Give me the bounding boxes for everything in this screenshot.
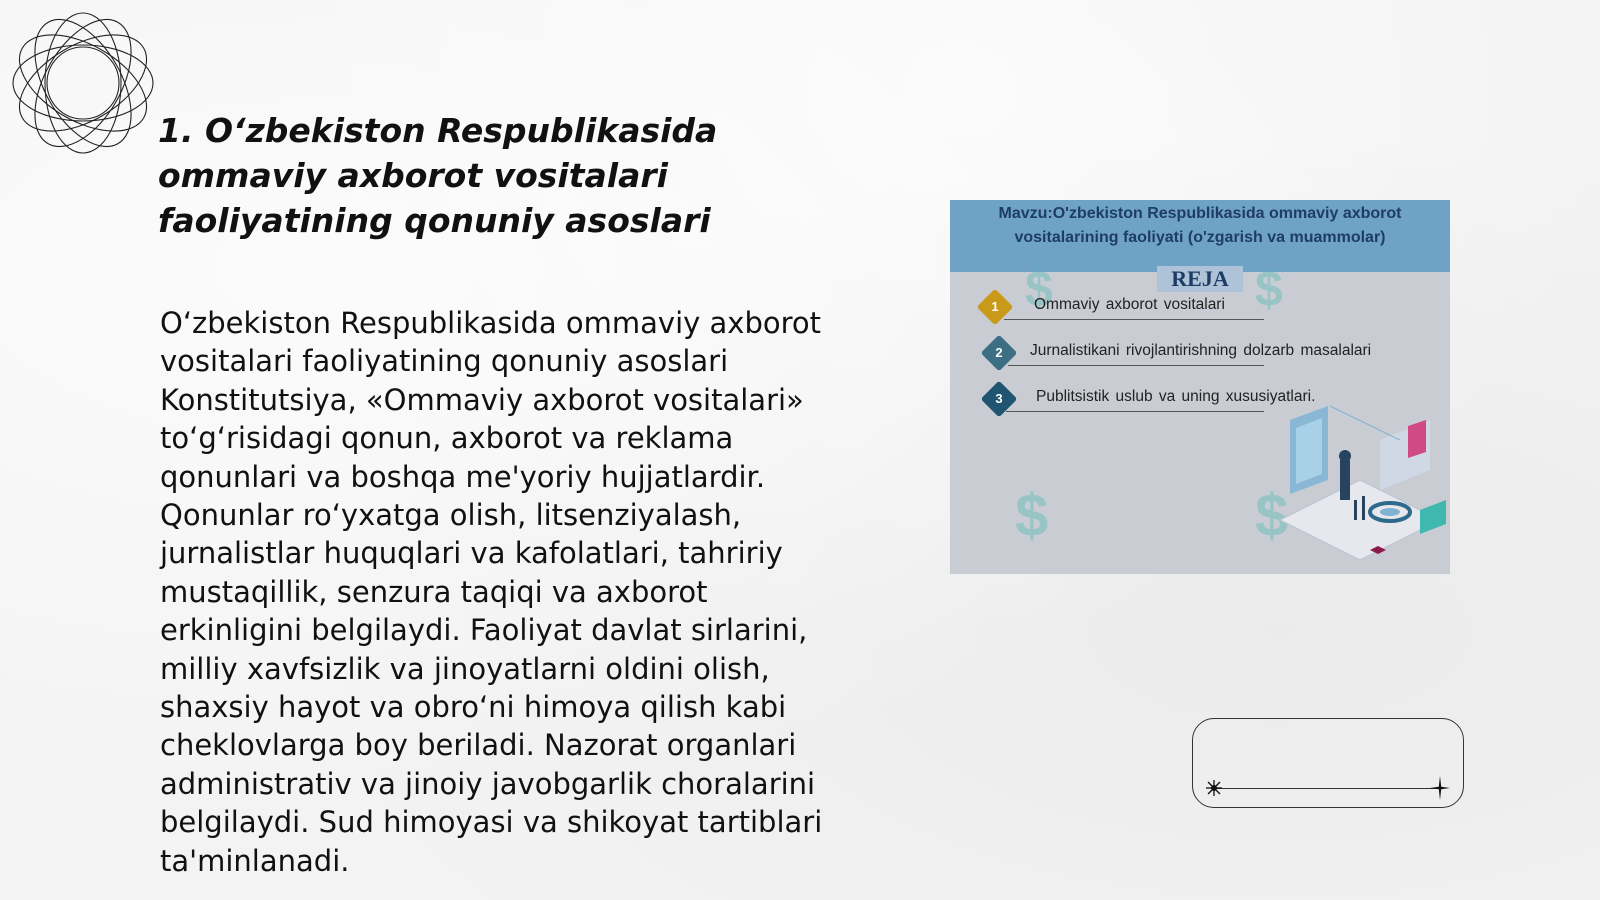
plan-item-number: 1 (991, 299, 999, 314)
svg-text:$: $ (1025, 261, 1053, 317)
slide-header-line-2: vositalarining faoliyati (o'zgarish va muammolar) (1014, 229, 1386, 246)
svg-text:$: $ (1015, 482, 1049, 549)
watermark-icon (1010, 480, 1070, 550)
divider (1006, 411, 1264, 412)
title-line-2: ommaviy axborot vositalari (158, 156, 668, 195)
slide-reja-label: REJA (1157, 266, 1243, 292)
sparkle-icon (1206, 780, 1222, 796)
plan-item-2 (980, 338, 1440, 372)
slide-image (950, 200, 1450, 574)
svg-text:$: $ (1255, 482, 1289, 549)
plan-item-label: Ommaviy axborot vositalari (1034, 296, 1225, 313)
plan-item-1 (980, 292, 1440, 326)
title-line-1: 1. O‘zbekiston Respublikasida (158, 111, 718, 150)
divider (1008, 365, 1264, 366)
svg-text:$: $ (1255, 261, 1283, 317)
plan-item-label: Jurnalistikani rivojlantirishning dolzarb masalalari (1030, 342, 1372, 359)
slide-header-line-1: Mavzu:O'zbekiston Respublikasida ommaviy axborot (998, 205, 1402, 222)
plan-item-number: 3 (995, 391, 1003, 406)
page-title (158, 108, 778, 243)
title-line-3: faoliyatining qonuniy asoslari (158, 201, 711, 240)
isometric-illustration (1270, 400, 1450, 574)
decorative-frame (1192, 718, 1464, 808)
plan-item-label: Publitsistik uslub va uning xususiyatlari. (1036, 388, 1316, 405)
body-paragraph: O‘zbekiston Respublikasida ommaviy axborot vositalari faoliyatining qonuniy asoslari Konstitutsiya, «Ommaviy axborot vositalari» to‘g‘risidagi qonun, axborot va reklama qonunlari va boshqa me'yoriy hujjatlardir. Qonunlar ro‘yxatga olish, litsenziyalash, jurnalistlar huquqlari va kafolatlari, tahririy mustaqillik, senzura taqiqi va axborot erkinligini belgilaydi. Faoliyat davlat sirlarini, milliy xavfsizlik va jinoyatlarni oldini olish, shaxsiy hayot va obro‘ni himoya qilish kabi cheklovlarga boy beriladi. Nazorat organlari administrativ va jinoiy javobgarlik choralarini belgilaydi. Sud himoyasi va shikoyat tartiblari ta'minlanadi. (160, 306, 823, 878)
decorative-line (1214, 788, 1440, 789)
plan-item-number: 2 (995, 345, 1003, 360)
circle-ornament-icon (10, 10, 156, 156)
star-icon (1430, 776, 1450, 800)
divider (1004, 319, 1264, 320)
